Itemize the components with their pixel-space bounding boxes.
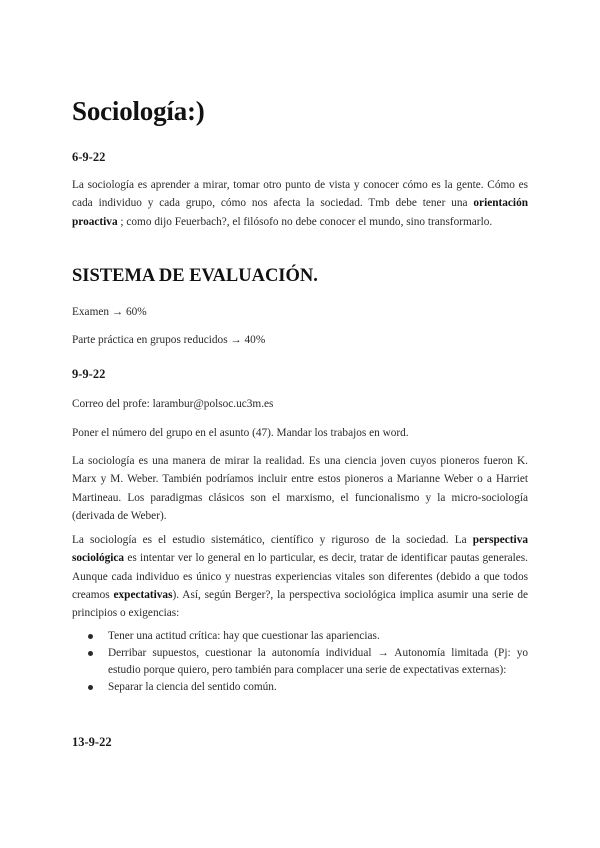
intro-text-a: La sociología es aprender a mirar, tomar otro punto de vista y conocer cómo es la gente. Cómo es cada individuo y cada grupo, cómo nos afecta la sociedad. Tmb debe tener una bbox=[72, 179, 528, 210]
evaluation-exam-line: Examen → 60% bbox=[72, 306, 147, 318]
definition-paragraph: La sociología es una manera de mirar la realidad. Es una ciencia joven cuyos pioneros fueron K. Marx y M. Weber. También podríamos incluir entre estos pioneros a Marianne Weber o a Harriet Martineau. Los paradigmas clásicos son el marxismo, el funcionalismo y la micro-sociología (derivada de Weber). bbox=[72, 455, 528, 522]
bullet-icon bbox=[88, 634, 93, 639]
group-instructions-line: Poner el número del grupo en el asunto (47). Mandar los trabajos en word. bbox=[72, 427, 409, 439]
intro-paragraph bbox=[72, 176, 528, 231]
list-item bbox=[72, 628, 528, 645]
list-item-text: Derribar supuestos, cuestionar la autonomía individual → Autonomía limitada (Pj: yo estudio porque quiero, pero también para complacer una serie de expectativas externas): bbox=[108, 647, 528, 677]
date-heading-3: 13-9-22 bbox=[72, 735, 112, 749]
evaluation-heading: SISTEMA DE EVALUACIÓN. bbox=[72, 266, 318, 286]
perspective-text-e: ). Así, según Berger?, la perspectiva sociológica implica asumir una serie de principios o exigencias: bbox=[72, 588, 528, 620]
professor-email-line: Correo del profe: larambur@polsoc.uc3m.es bbox=[72, 398, 274, 410]
perspective-paragraph bbox=[72, 531, 528, 622]
date-heading-2: 9-9-22 bbox=[72, 367, 106, 381]
expectations-bold-term: expectativas bbox=[113, 588, 173, 601]
perspective-text-c: es intentar ver lo general en lo particular, es decir, tratar de identificar pautas generales. Aunque cada individuo es único y nuestras experiencias vitales son diferentes (debido a que todos creamos bbox=[72, 552, 528, 601]
page-title: Sociología:) bbox=[72, 96, 205, 126]
perspective-text-a: La sociología es el estudio sistemático, científico y riguroso de la sociedad. La bbox=[72, 534, 473, 546]
list-item bbox=[72, 645, 528, 679]
list-item bbox=[72, 679, 528, 696]
evaluation-practice-line: Parte práctica en grupos reducidos → 40% bbox=[72, 334, 266, 346]
principles-list bbox=[72, 628, 528, 697]
list-item-text: Tener una actitud crítica: hay que cuestionar las apariencias. bbox=[108, 630, 380, 642]
bullet-icon bbox=[88, 651, 93, 656]
perspective-bold-term: perspectiva sociológica bbox=[72, 534, 528, 565]
bullet-icon bbox=[88, 685, 93, 690]
date-heading-1: 6-9-22 bbox=[72, 150, 106, 164]
intro-bold-term: orientación proactiva bbox=[72, 197, 528, 228]
intro-text-c: ; como dijo Feuerbach?, el filósofo no debe conocer el mundo, sino transformarlo. bbox=[117, 215, 493, 228]
list-item-text: Separar la ciencia del sentido común. bbox=[108, 681, 277, 694]
